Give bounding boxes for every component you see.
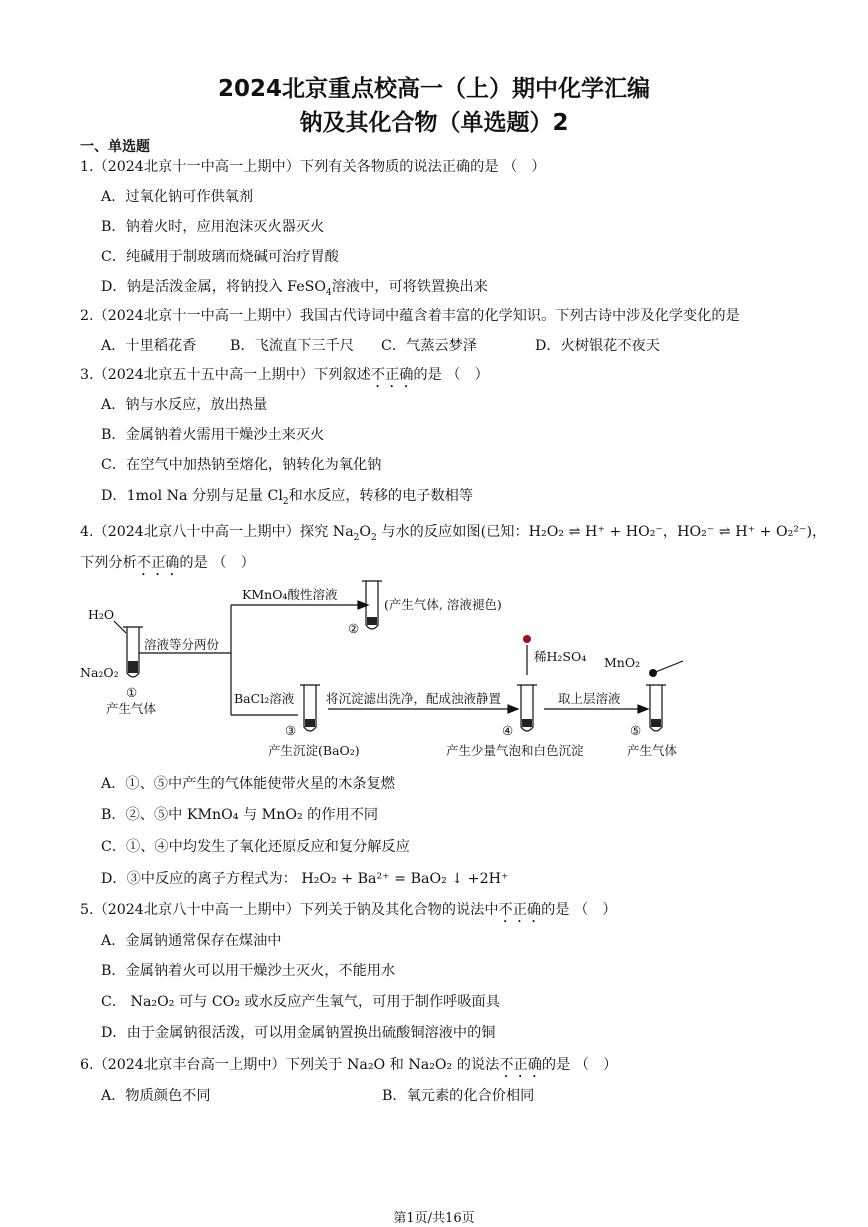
question-2-option-a: A．十里稻花香 (101, 338, 197, 354)
question-1-option-b: B．钠着火时，应用泡沫灭火器灭火 (101, 219, 325, 235)
question-5-stem: 5.（2024北京八十中高一上期中）下列关于钠及其化合物的说法中不正确的是 （ ） (80, 902, 617, 918)
question-1-option-c: C．纯碱用于制玻璃而烧碱可治疗胃酸 (101, 249, 339, 265)
question-3-option-a: A．钠与水反应，放出热量 (101, 397, 268, 413)
label-gas-1: 产生气体 (106, 701, 157, 716)
question-4-option-a: A．①、⑤中产生的气体能使带火星的木条复燃 (101, 776, 395, 792)
question-2-option-b: B．飞流直下三千尺 (230, 338, 354, 354)
label-mno2: MnO₂ (604, 655, 641, 670)
label-gas-5: 产生气体 (627, 743, 678, 758)
section-heading: 一、单选题 (80, 139, 150, 155)
question-1-option-a: A．过氧化钠可作供氧剂 (101, 189, 254, 205)
question-5-option-a: A．金属钠通常保存在煤油中 (101, 933, 282, 949)
question-4-stem: 4.（2024北京八十中高一上期中）探究 $Na_2O_2$ 与水的反应如图(已知：H₂O₂ ⇌ H⁺ + HO₂⁻，HO₂⁻ ⇌ H⁺ + O₂²⁻)， (80, 524, 827, 543)
question-1-stem: 1.（2024北京十一中高一上期中）下列有关各物质的说法正确的是 （ ） (80, 159, 546, 175)
question-2-stem: 2.（2024北京十一中高一上期中）我国古代诗词中蕴含着丰富的化学知识。下列古诗中涉及化学变化的是 (80, 308, 740, 324)
question-2-option-c: C．气蒸云梦泽 (381, 338, 477, 354)
question-3-option-d: D．1mol Na 分别与足量 $Cl_2$和水反应，转移的电子数相等 (101, 488, 474, 507)
question-2-option-d: D．火树银花不夜天 (535, 338, 660, 354)
question-4-option-b: B．②、⑤中 KMnO₄ 与 MnO₂ 的作用不同 (101, 807, 379, 823)
question-4-stem-line2: 下列分析不正确的是 （ ） (80, 555, 255, 571)
question-4-option-d: D．③中反应的离子方程式为： H₂O₂ + Ba²⁺ = BaO₂ ↓ +2H⁺ (101, 871, 509, 887)
question-3-option-c: C．在空气中加热钠至熔化，钠转化为氧化钠 (101, 457, 382, 473)
label-obs-4: 产生少量气泡和白色沉淀 (446, 743, 584, 758)
question-6-stem: 6.（2024北京丰台高一上期中）下列关于 Na₂O 和 Na₂O₂ 的说法不正确的是 （ ） (80, 1057, 618, 1073)
label-h2o: H₂O (88, 607, 115, 622)
question-5-option-c: C． Na₂O₂ 可与 CO₂ 或水反应产生氧气，可用于制作呼吸面具 (101, 994, 500, 1010)
question-3-stem: 3.（2024北京五十五中高一上期中）下列叙述不正确的是 （ ） (80, 367, 489, 383)
question-1-option-d: D．钠是活泼金属，将钠投入 FeSO$_4$溶液中，可将铁置换出来 (101, 279, 488, 298)
label-kmno4: KMnO₄酸性溶液 (242, 587, 338, 602)
page-footer: 第1页/共16页 (393, 1211, 475, 1226)
label-bacl2: BaCl₂溶液 (234, 691, 295, 706)
label-tube-2: ② (348, 621, 360, 636)
question-6-option-a: A．物质颜色不同 (101, 1088, 211, 1104)
label-wash: 将沉淀滤出洗净，配成浊液静置 (326, 691, 502, 706)
label-na2o2: Na₂O₂ (80, 665, 119, 680)
label-tube-4: ④ (502, 723, 514, 738)
question-3-option-b: B．金属钠着火需用干燥沙土来灭火 (101, 427, 325, 443)
experiment-diagram (78, 575, 718, 765)
question-5-option-b: B．金属钠着火可以用干燥沙土灭火，不能用水 (101, 963, 396, 979)
page-subtitle: 钠及其化合物（单选题）2 (299, 110, 569, 136)
label-split: 溶液等分两份 (144, 637, 220, 652)
question-4-option-c: C．①、④中均发生了氧化还原反应和复分解反应 (101, 839, 410, 855)
label-tube-5: ⑤ (630, 723, 642, 738)
question-6-option-b: B．氧元素的化合价相同 (382, 1088, 535, 1104)
label-tube-3: ③ (285, 723, 297, 738)
label-tube-1: ① (126, 685, 138, 700)
label-h2so4: 稀H₂SO₄ (534, 649, 587, 664)
label-obs-2: (产生气体, 溶液褪色) (384, 597, 502, 612)
label-take: 取上层溶液 (558, 691, 621, 706)
page-title: 2024北京重点校高一（上）期中化学汇编 (217, 76, 650, 102)
mno2-powder-icon (649, 669, 657, 677)
dropper-bulb-icon (523, 635, 531, 643)
question-5-option-d: D．由于金属钠很活泼，可以用金属钠置换出硫酸铜溶液中的铜 (101, 1025, 496, 1041)
label-ppt-3: 产生沉淀(BaO₂) (268, 743, 360, 758)
